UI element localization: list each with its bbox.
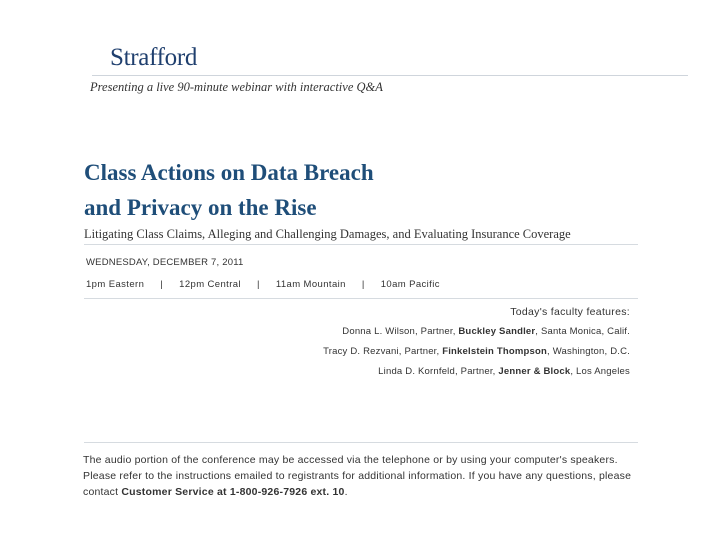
customer-service-contact: Customer Service at 1-800-926-7926 ext. 10 <box>121 486 345 498</box>
faculty-firm: Finkelstein Thompson <box>442 346 548 357</box>
header-divider <box>92 75 688 76</box>
audio-instructions <box>83 452 643 500</box>
faculty-location: , Santa Monica, Calif. <box>535 326 630 337</box>
time-separator: | <box>361 279 365 290</box>
time-separator: | <box>160 279 164 290</box>
time-pacific: 10am Pacific <box>380 279 440 290</box>
audio-divider <box>84 442 638 443</box>
faculty-member <box>342 326 630 337</box>
webinar-times <box>86 279 440 290</box>
webinar-title <box>84 155 374 225</box>
webinar-subtitle: Litigating Class Claims, Alleging and Challenging Damages, and Evaluating Insurance Coverage <box>84 227 571 241</box>
time-separator: | <box>256 279 260 290</box>
faculty-name-title: Linda D. Kornfeld, Partner, <box>378 366 499 377</box>
title-line-2: and Privacy on the Rise <box>84 195 317 220</box>
faculty-name-title: Donna L. Wilson, Partner, <box>342 326 459 337</box>
webinar-tagline: Presenting a live 90-minute webinar with interactive Q&A <box>90 80 383 94</box>
faculty-name-title: Tracy D. Rezvani, Partner, <box>323 346 443 357</box>
audio-text: The audio portion of the conference may be accessed via the telephone or by using your computer's speakers. Please refer to the instructions emailed to registrants for additional information. If you have any questions, please contact <box>83 454 632 498</box>
subtitle-divider <box>84 244 638 245</box>
faculty-location: , Los Angeles <box>570 366 630 377</box>
title-line-1: Class Actions on Data Breach <box>84 160 374 185</box>
schedule-divider <box>84 298 638 299</box>
time-central: 12pm Central <box>179 279 241 290</box>
faculty-member <box>323 346 630 357</box>
faculty-firm: Jenner & Block <box>498 366 571 377</box>
time-eastern: 1pm Eastern <box>86 279 145 290</box>
strafford-logo: Strafford <box>110 44 198 71</box>
faculty-heading: Today's faculty features: <box>510 306 630 318</box>
faculty-firm: Buckley Sandler <box>458 326 536 337</box>
audio-end: . <box>344 486 348 498</box>
faculty-member <box>378 366 630 377</box>
time-mountain: 11am Mountain <box>275 279 346 290</box>
faculty-location: , Washington, D.C. <box>547 346 630 357</box>
webinar-date: WEDNESDAY, DECEMBER 7, 2011 <box>86 257 244 268</box>
